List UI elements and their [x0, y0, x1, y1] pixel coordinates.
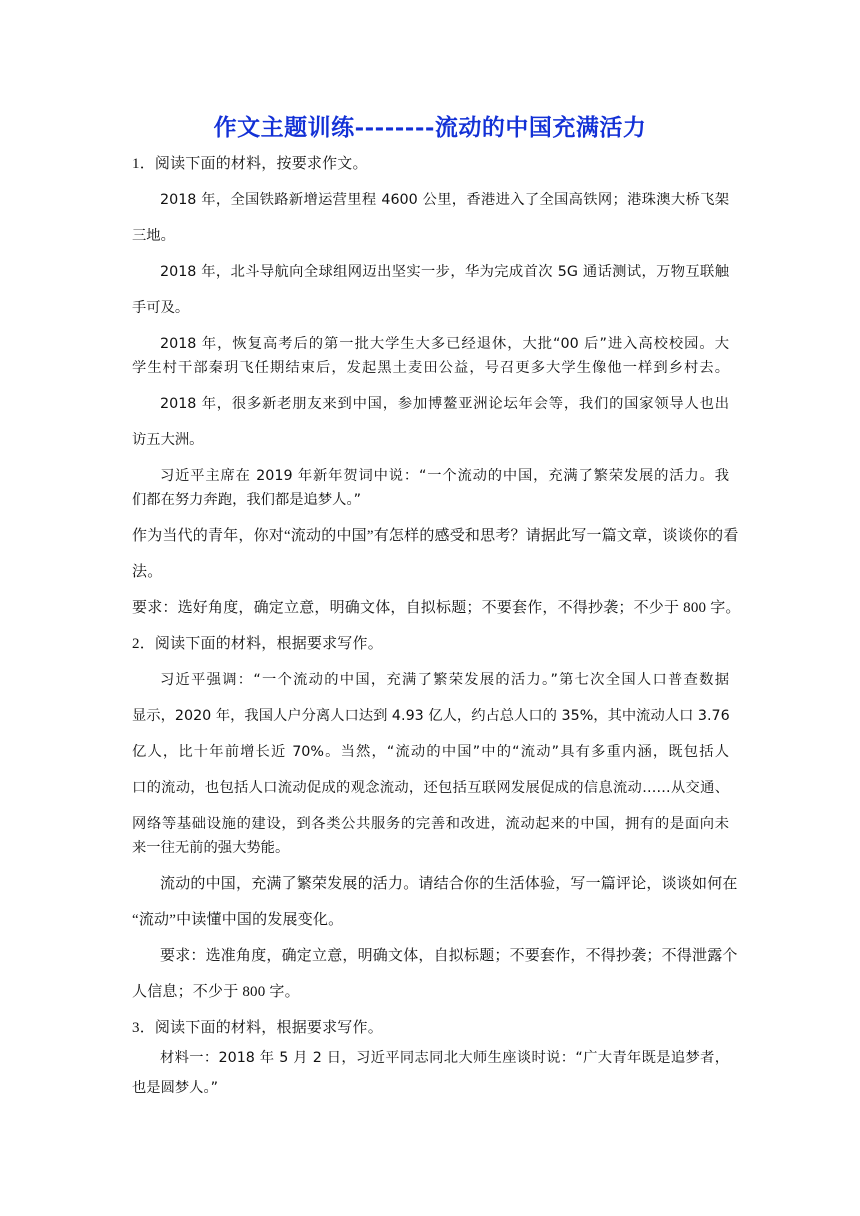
material-line: 手可及。 [132, 300, 190, 316]
material-line: 2018 年，很多新老朋友来到中国，参加博鳌亚洲论坛年会等，我们的国家领导人也出 [160, 396, 729, 412]
material-line: 访五大洲。 [132, 432, 204, 448]
material-line: 来一往无前的强大势能。 [132, 840, 290, 856]
task-line: 作为当代的青年，你对“流动的中国”有怎样的感受和思考？请据此写一篇文章，谈谈你的看 [132, 528, 739, 544]
question-1-heading: 1．阅读下面的材料，按要求作文。 [132, 156, 368, 172]
task-line: 法。 [132, 564, 163, 580]
material-line: 2018 年，恢复高考后的第一批大学生大多已经退休，大批“00 后”进入高校校园。大 [160, 336, 729, 352]
material-line: 也是圆梦人。” [132, 1080, 219, 1096]
material-line: 材料一：2018 年 5 月 2 日，习近平同志同北大师生座谈时说：“广大青年既是追梦者， [160, 1050, 729, 1066]
quote-line: 习近平主席在 2019 年新年贺词中说：“一个流动的中国，充满了繁荣发展的活力。我 [160, 468, 729, 484]
question-2-heading: 2．阅读下面的材料，根据要求写作。 [132, 636, 383, 652]
task-line: 流动的中国，充满了繁荣发展的活力。请结合你的生活体验，写一篇评论，谈谈如何在 [160, 876, 738, 892]
material-line: 显示，2020 年，我国人户分离人口达到 4.93 亿人，约占总人口的 35%，其中流动人口 3.76 [132, 708, 730, 724]
material-line: 三地。 [132, 228, 175, 244]
question-3-heading: 3．阅读下面的材料，根据要求写作。 [132, 1020, 383, 1036]
requirement-line: 要求：选好角度，确定立意，明确文体，自拟标题；不要套作，不得抄袭；不少于 800 字。 [132, 600, 741, 616]
requirement-line: 要求：选准角度，确定立意，明确文体，自拟标题；不要套作，不得抄袭；不得泄露个 [160, 948, 738, 964]
material-line: 2018 年，全国铁路新增运营里程 4600 公里，香港进入了全国高铁网；港珠澳大桥飞架 [160, 192, 729, 208]
material-line: 习近平强调：“一个流动的中国，充满了繁荣发展的活力。”第七次全国人口普查数据 [160, 672, 729, 688]
material-line: 网络等基础设施的建设，到各类公共服务的完善和改进，流动起来的中国，拥有的是面向未 [132, 816, 729, 832]
material-line: 2018 年，北斗导航向全球组网迈出坚实一步，华为完成首次 5G 通话测试，万物互联触 [160, 264, 729, 280]
material-line: 口的流动，也包括人口流动促成的观念流动，还包括互联网发展促成的信息流动……从交通、 [132, 780, 729, 796]
task-line: “流动”中读懂中国的发展变化。 [132, 912, 344, 928]
document-title: 作文主题训练--------流动的中国充满活力 [213, 114, 647, 141]
material-line: 学生村干部秦玥飞任期结束后，发起黑土麦田公益，号召更多大学生像他一样到乡村去。 [132, 360, 729, 376]
quote-line: 们都在努力奔跑，我们都是追梦人。” [132, 492, 362, 508]
requirement-line: 人信息；不少于 800 字。 [132, 984, 300, 1000]
material-line: 亿人，比十年前增长近 70%。当然，“流动的中国”中的“流动”具有多重内涵，既包括人 [132, 744, 729, 760]
